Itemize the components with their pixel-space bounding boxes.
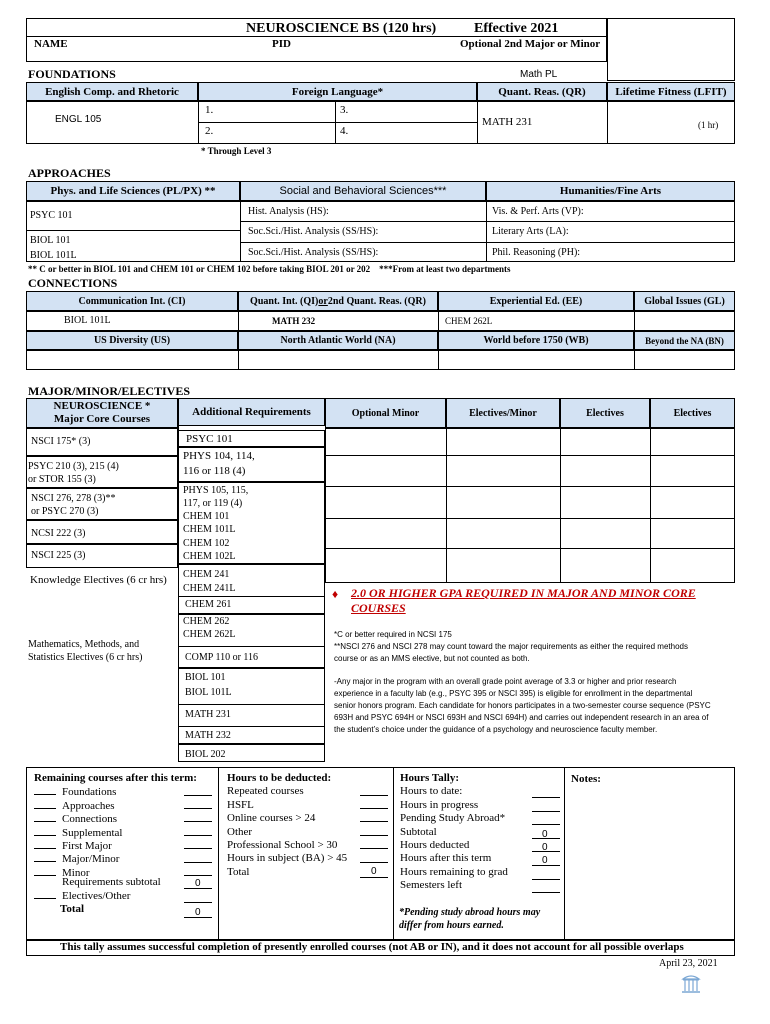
knowledge-electives: Knowledge Electives (6 cr hrs) [30,574,167,586]
core-row-5: NSCI 225 (3) [31,550,86,561]
effective-date: Effective 2021 [474,21,559,36]
us-header: US Diversity (US) [26,331,238,350]
remaining-column: Remaining courses after this term: Foundations Approaches Connections Supplemental First Major Major/Minor Minor Requirements subtotal Electives/Other Total [34,772,197,915]
addl-biol202: BIOL 202 [185,749,226,760]
fl-slot-2: 2. [205,125,214,137]
hum-row-3: Phil. Reasoning (PH): [492,247,581,258]
connections-row-2 [26,350,735,370]
old-well-logo-icon [680,972,702,994]
footnote-3: course or as an MMS elective, but not counted as both. [334,654,530,663]
total-value: 0 [195,907,201,918]
hours-after-term-value: 0 [542,855,548,866]
core-header: NEUROSCIENCE * Major Core Courses [26,398,178,428]
name-label: NAME [34,38,68,50]
addl-phys105b: 117, or 119 (4) [183,498,243,509]
pid-label: PID [272,38,291,50]
english-header: English Comp. and Rhetoric [26,82,198,101]
core-row-4: NCSI 222 (3) [31,528,86,539]
major-title: MAJOR/MINOR/ELECTIVES [28,384,191,398]
addl-math232: MATH 232 [185,730,231,741]
addl-biol101: BIOL 101 [185,672,226,683]
core-row-2b: or STOR 155 (3) [28,474,96,485]
footnote-2: **NSCI 276 and NSCI 278 may count toward the major requirements as either the required methods [334,642,688,651]
addl-math231: MATH 231 [185,709,231,720]
footnote-7: 693H and PSYC 694H or NSCI 693H and NSCI 694H) and carries out independent research in an area of [334,713,709,722]
core-row-1: NSCI 175* (3) [31,436,91,447]
deducted-column: Hours to be deducted: Repeated courses HSFL Online courses > 24 Other Professional School > 30 Hours in subject (BA) > 45 Total [227,772,348,878]
optional-major-label: Optional 2nd Major or Minor [460,38,601,50]
ci-header: Communication Int. (CI) [26,291,238,311]
page-title: NEUROSCIENCE BS (120 hrs) [246,21,437,36]
electives-header-2: Electives [650,398,735,428]
qr-header: Quant. Reas. (QR) [477,82,607,101]
addl-phys105: PHYS 105, 115, [183,485,249,496]
addl-chem101: CHEM 101 [183,511,230,522]
pending-note-1: *Pending study abroad hours may [399,907,541,918]
electives-minor-header: Electives/Minor [446,398,560,428]
pending-note-2: differ from hours earned. [399,920,504,931]
addl-chem102: CHEM 102 [183,538,230,549]
addl-chem262: CHEM 262 [183,616,230,627]
approaches-note: ** C or better in BIOL 101 and CHEM 101 or CHEM 102 before taking BIOL 201 or 202 ***From at least two departments [28,264,511,274]
electives-header-1: Electives [560,398,650,428]
qr-value: MATH 231 [482,116,533,128]
approaches-title: APPROACHES [28,166,111,180]
addl-chem261: CHEM 261 [185,599,232,610]
header-right-box [607,18,735,81]
foundations-note: * Through Level 3 [201,146,272,156]
deducted-total-value: 0 [371,866,377,877]
pl-course-1: PSYC 101 [30,210,73,221]
addl-phys104b: 116 or 118 (4) [183,465,246,477]
pl-header: Phys. and Life Sciences (PL/PX) ** [26,181,240,201]
gpa-note-2: COURSES [351,601,406,615]
foreign-language-header: Foreign Language* [198,82,477,101]
footer-note: This tally assumes successful completion of presently enrolled courses (not AB or IN), and it does not account for all possible overlaps [60,941,684,953]
pl-course-3: BIOL 101L [30,250,77,261]
addl-chem102l: CHEM 102L [183,551,236,562]
diamond-icon: ♦ [332,587,339,601]
deducted-title: Hours to be deducted: [227,772,332,784]
mms-electives-a: Mathematics, Methods, and [28,639,140,650]
subtotal-value: 0 [542,829,548,840]
addl-psyc101: PSYC 101 [186,433,233,445]
ci-value: BIOL 101L [64,315,111,326]
addl-chem241: CHEM 241 [183,569,230,580]
ss-row-1: Hist. Analysis (HS): [248,206,329,217]
ee-header: Experiential Ed. (EE) [438,291,634,311]
fl-slot-1: 1. [205,104,214,116]
na-header: North Atlantic World (NA) [238,331,438,350]
footnote-4: -Any major in the program with an overall grade point average of 3.3 or higher and prior research [334,677,677,686]
addl-biol101l: BIOL 101L [185,687,232,698]
ss-row-3: Soc.Sci./Hist. Analysis (SS/HS): [248,247,379,258]
bn-header: Beyond the NA (BN) [634,331,735,350]
connections-title: CONNECTIONS [28,276,118,290]
addl-chem262l: CHEM 262L [183,629,236,640]
wb-header: World before 1750 (WB) [438,331,634,350]
foundations-title: FOUNDATIONS [28,67,116,81]
req-subtotal-value: 0 [195,878,201,889]
notes-label: Notes: [571,773,601,785]
hum-header: Humanities/Fine Arts [486,181,735,201]
addl-chem241l: CHEM 241L [183,583,236,594]
lfit-header: Lifetime Fitness (LFIT) [607,82,735,101]
mms-electives-b: Statistics Electives (6 cr hrs) [28,652,143,663]
qi-header: Quant. Int. (QI) or 2nd Quant. Reas. (QR) [238,291,438,311]
lfit-hours: (1 hr) [698,120,719,130]
core-row-3a: NSCI 276, 278 (3)** [31,493,116,504]
ss-row-2: Soc.Sci./Hist. Analysis (SS/HS): [248,226,379,237]
approaches-body [26,201,735,262]
hours-title: Hours Tally: [400,772,459,784]
footnote-6: senior honors program. Each candidate for honors participates in a two-semester course sequence (PSYC [334,701,711,710]
remaining-title: Remaining courses after this term: [34,772,197,784]
hum-row-1: Vis. & Perf. Arts (VP): [492,206,584,217]
addl-header: Additional Requirements [178,398,325,426]
math-pl-label: Math PL [520,69,558,80]
document-date: April 23, 2021 [659,958,718,969]
hours-column: Hours Tally: Hours to date: Hours in progress Pending Study Abroad* Subtotal Hours deducted Hours after this term Hours remaining to grad Semesters left [400,772,508,892]
pl-course-2: BIOL 101 [30,235,71,246]
gl-header: Global Issues (GL) [634,291,735,311]
ss-header: Social and Behavioral Sciences*** [240,181,486,201]
footnote-8: the student’s choice under the guidance of a psychology and neuroscience faculty member. [334,725,658,734]
qi-value: MATH 232 [272,316,316,326]
electives-grid [325,428,735,583]
footnote-5: experience in a faculty lab (e.g., PSYC 395 or NSCI 395) is eligible for enrollment in the departmental [334,689,693,698]
english-value: ENGL 105 [55,114,102,125]
addl-phys104: PHYS 104, 114, [183,450,255,462]
core-row-3b: or PSYC 270 (3) [31,506,99,517]
addl-chem101l: CHEM 101L [183,524,236,535]
fl-slot-3: 3. [340,104,349,116]
core-row-2a: PSYC 210 (3), 215 (4) [28,461,119,472]
fl-slot-4: 4. [340,125,349,137]
connections-row-1 [26,311,735,331]
optional-minor-header: Optional Minor [325,398,446,428]
addl-comp110: COMP 110 or 116 [185,652,259,663]
ee-value: CHEM 262L [445,316,493,326]
footnote-1: *C or better required in NCSI 175 [334,630,452,639]
hum-row-2: Literary Arts (LA): [492,226,569,237]
hours-deducted-value: 0 [542,842,548,853]
gpa-note-1: 2.0 OR HIGHER GPA REQUIRED IN MAJOR AND MINOR CORE [351,586,696,600]
